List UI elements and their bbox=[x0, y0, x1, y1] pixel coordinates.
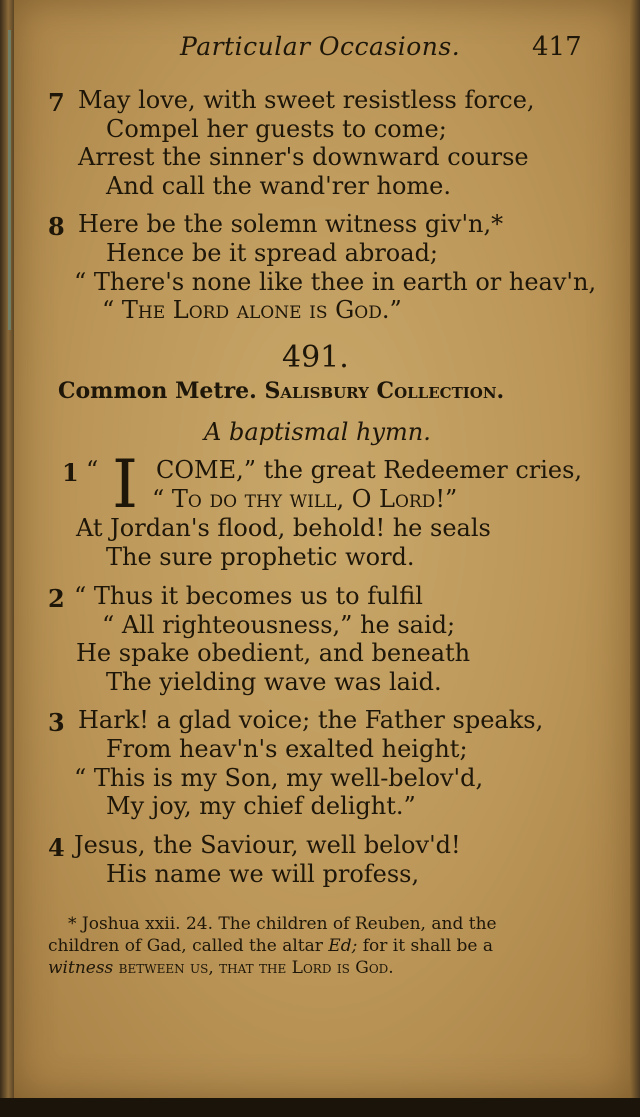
hymn-meter-line bbox=[58, 378, 504, 404]
verse-line: “ All righteousness,” he said; bbox=[102, 611, 456, 639]
page-right-edge bbox=[630, 0, 640, 1098]
drop-cap-letter: I bbox=[112, 446, 139, 523]
verse-line: And call the wand'rer home. bbox=[106, 172, 451, 200]
verse-line: Here be the solemn witness giv'n,* bbox=[78, 210, 504, 238]
verse-line: My joy, my chief delight.” bbox=[106, 792, 416, 820]
hymn-number: 491. bbox=[282, 340, 349, 375]
verse-line: From heav'n's exalted height; bbox=[106, 735, 468, 763]
footnote-line bbox=[48, 936, 493, 956]
stanza-number: 2 bbox=[48, 584, 65, 613]
stanza-number: 3 bbox=[48, 708, 65, 737]
verse-line: The sure prophetic word. bbox=[106, 543, 415, 571]
verse-line: “ The Lord alone is God.” bbox=[102, 296, 402, 324]
verse-line: The yielding wave was laid. bbox=[106, 668, 442, 696]
verse-line: Arrest the sinner's downward course bbox=[78, 143, 529, 171]
verse-line: Hark! a glad voice; the Father speaks, bbox=[78, 706, 544, 734]
footnote-line bbox=[48, 958, 394, 978]
stanza-number: 1 bbox=[62, 458, 79, 487]
stanza-number: 7 bbox=[48, 88, 65, 117]
verse-line: At Jordan's flood, behold! he seals bbox=[76, 514, 491, 542]
verse-line: Jesus, the Saviour, well belov'd! bbox=[74, 831, 461, 859]
book-gutter bbox=[0, 0, 14, 1117]
stanza-number: 4 bbox=[48, 833, 65, 862]
hymn-source: Salisbury Collection. bbox=[264, 378, 505, 404]
footnote-line: * Joshua xxii. 24. The children of Reuben, and the bbox=[68, 914, 497, 934]
verse-line: May love, with sweet resistless force, bbox=[78, 86, 535, 114]
verse-line: “ Thus it becomes us to fulfil bbox=[74, 582, 423, 610]
bottom-dark-band bbox=[0, 1098, 640, 1117]
hymn-meter: Common Metre. bbox=[58, 378, 257, 404]
verse-line: “ To do thy will, O Lord!” bbox=[152, 485, 458, 513]
footnote-italic: witness bbox=[48, 958, 114, 978]
footnote-text: between us, that the Lord is God. bbox=[113, 958, 394, 978]
verse-line: Hence be it spread abroad; bbox=[106, 239, 439, 267]
footnote-italic: Ed; bbox=[328, 936, 358, 956]
open-quote: “ bbox=[86, 456, 99, 484]
running-head: Particular Occasions. bbox=[180, 32, 461, 61]
verse-line: “ This is my Son, my well-belov'd, bbox=[74, 764, 484, 792]
verse-line: Compel her guests to come; bbox=[106, 115, 447, 143]
verse-line: His name we will profess, bbox=[106, 860, 420, 888]
hymn-subtitle: A baptismal hymn. bbox=[204, 418, 431, 446]
verse-line: He spake obedient, and beneath bbox=[76, 639, 471, 667]
verse-line: COME,” the great Redeemer cries, bbox=[156, 456, 583, 484]
page-number: 417 bbox=[532, 32, 582, 62]
footnote-text: children of Gad, called the altar bbox=[48, 936, 329, 956]
gutter-thread bbox=[8, 30, 11, 330]
footnote-text: for it shall be a bbox=[357, 936, 494, 956]
verse-line: “ There's none like thee in earth or heav'n, bbox=[74, 268, 597, 296]
stanza-number: 8 bbox=[48, 212, 65, 241]
